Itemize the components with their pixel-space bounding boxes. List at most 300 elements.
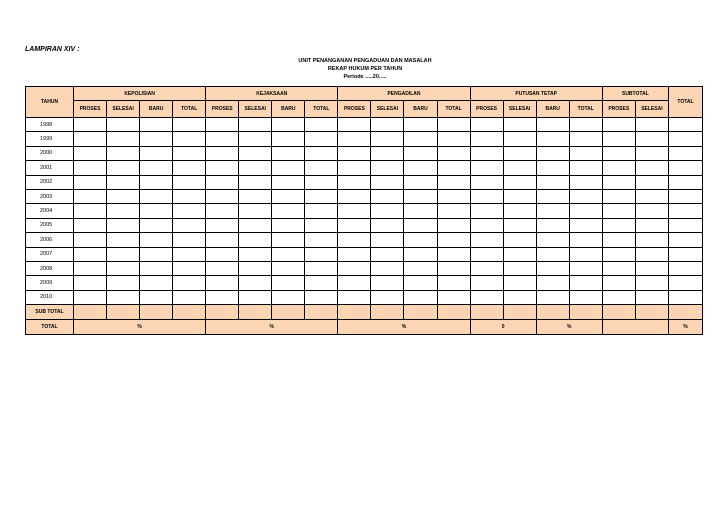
data-cell[interactable] (569, 204, 602, 218)
data-cell[interactable] (503, 276, 536, 290)
data-cell[interactable] (503, 204, 536, 218)
data-cell[interactable] (602, 276, 635, 290)
data-cell[interactable] (206, 290, 239, 304)
data-cell[interactable] (206, 247, 239, 261)
data-cell[interactable] (635, 276, 668, 290)
data-cell[interactable] (569, 218, 602, 232)
data-cell[interactable] (74, 290, 107, 304)
sub-header: PROSES (470, 101, 503, 118)
data-cell[interactable] (272, 132, 305, 146)
sub-header: BARU (272, 101, 305, 118)
data-cell[interactable] (404, 218, 437, 232)
data-cell[interactable] (371, 276, 404, 290)
data-cell[interactable] (669, 132, 703, 146)
data-cell[interactable] (569, 233, 602, 247)
data-cell[interactable] (173, 290, 206, 304)
data-cell[interactable] (272, 175, 305, 189)
data-cell[interactable] (173, 261, 206, 275)
sub-header: BARU (140, 101, 173, 118)
data-cell[interactable] (635, 247, 668, 261)
data-cell[interactable] (206, 276, 239, 290)
putusan-total-value: 0 (470, 320, 536, 335)
data-cell[interactable] (371, 161, 404, 175)
data-cell[interactable] (272, 161, 305, 175)
table-row (26, 118, 703, 132)
rekap-table (25, 86, 703, 335)
data-cell[interactable] (669, 218, 703, 232)
data-cell[interactable] (74, 146, 107, 160)
data-cell[interactable] (669, 233, 703, 247)
data-cell[interactable] (569, 161, 602, 175)
data-cell[interactable] (173, 189, 206, 203)
sub-header: SELESAI (239, 101, 272, 118)
putusan-total-pct: % (536, 320, 602, 335)
year-rows (26, 118, 703, 335)
table-row (26, 161, 703, 175)
report-period: Periode .....20..... (343, 74, 387, 80)
data-cell[interactable] (503, 218, 536, 232)
data-cell[interactable] (470, 189, 503, 203)
sub-header: PROSES (602, 101, 635, 118)
data-cell[interactable] (239, 146, 272, 160)
data-cell[interactable] (503, 118, 536, 132)
data-cell[interactable] (272, 204, 305, 218)
data-cell[interactable] (140, 290, 173, 304)
grand-total-pct: % (669, 320, 703, 335)
data-cell[interactable] (206, 161, 239, 175)
data-cell[interactable] (470, 132, 503, 146)
data-cell[interactable] (635, 189, 668, 203)
data-cell[interactable] (437, 132, 470, 146)
data-cell[interactable] (305, 132, 338, 146)
col-total-header: TOTAL (669, 87, 703, 118)
data-cell[interactable] (305, 261, 338, 275)
data-cell[interactable] (503, 146, 536, 160)
table-row (26, 290, 703, 304)
data-cell[interactable] (338, 290, 371, 304)
data-cell[interactable] (536, 261, 569, 275)
data-cell[interactable] (140, 247, 173, 261)
data-cell[interactable] (338, 118, 371, 132)
data-cell[interactable] (470, 175, 503, 189)
pengadilan-total-pct: % (338, 320, 470, 335)
data-cell[interactable] (272, 247, 305, 261)
data-cell[interactable] (371, 146, 404, 160)
lampiran-label: LAMPIRAN XIV : (25, 46, 80, 53)
data-cell[interactable] (669, 276, 703, 290)
year-cell: 2000 (26, 146, 74, 160)
data-cell[interactable] (107, 118, 140, 132)
sub-header: PROSES (338, 101, 371, 118)
data-cell[interactable] (569, 132, 602, 146)
data-cell[interactable] (305, 204, 338, 218)
data-cell[interactable] (239, 132, 272, 146)
data-cell[interactable] (669, 290, 703, 304)
data-cell[interactable] (602, 146, 635, 160)
data-cell[interactable] (74, 132, 107, 146)
data-cell[interactable] (140, 218, 173, 232)
data-cell[interactable] (338, 161, 371, 175)
data-cell[interactable] (404, 233, 437, 247)
data-cell[interactable] (107, 261, 140, 275)
data-cell[interactable] (404, 290, 437, 304)
data-cell[interactable] (635, 132, 668, 146)
data-cell[interactable] (140, 146, 173, 160)
data-cell[interactable] (173, 146, 206, 160)
data-cell[interactable] (107, 132, 140, 146)
data-cell[interactable] (206, 218, 239, 232)
sub-header: PROSES (74, 101, 107, 118)
table-row (26, 276, 703, 290)
data-cell[interactable] (569, 276, 602, 290)
subtotal-label: SUB TOTAL (26, 305, 74, 320)
data-cell[interactable] (140, 161, 173, 175)
data-cell[interactable] (404, 276, 437, 290)
data-cell[interactable] (635, 290, 668, 304)
sub-header: BARU (536, 101, 569, 118)
data-cell[interactable] (669, 189, 703, 203)
data-cell[interactable] (635, 204, 668, 218)
data-cell[interactable] (635, 233, 668, 247)
data-cell[interactable] (635, 261, 668, 275)
data-cell[interactable] (206, 204, 239, 218)
data-cell[interactable] (503, 233, 536, 247)
data-cell[interactable] (239, 261, 272, 275)
data-cell[interactable] (404, 146, 437, 160)
year-cell: 2005 (26, 218, 74, 232)
sub-header: TOTAL (305, 101, 338, 118)
data-cell[interactable] (107, 189, 140, 203)
data-cell[interactable] (107, 146, 140, 160)
year-cell: 2002 (26, 175, 74, 189)
data-cell[interactable] (536, 132, 569, 146)
data-cell[interactable] (239, 189, 272, 203)
report-subtitle: REKAP HUKUM PER TAHUN (327, 66, 403, 72)
data-cell[interactable] (536, 189, 569, 203)
data-cell[interactable] (338, 175, 371, 189)
data-cell[interactable] (470, 276, 503, 290)
data-cell[interactable] (470, 261, 503, 275)
data-cell[interactable] (371, 247, 404, 261)
data-cell[interactable] (272, 276, 305, 290)
data-cell[interactable] (371, 261, 404, 275)
data-cell[interactable] (305, 189, 338, 203)
data-cell[interactable] (338, 204, 371, 218)
data-cell[interactable] (437, 247, 470, 261)
table-row (26, 233, 703, 247)
data-cell[interactable] (437, 261, 470, 275)
data-cell[interactable] (404, 175, 437, 189)
data-cell[interactable] (602, 161, 635, 175)
data-cell[interactable] (305, 218, 338, 232)
data-cell[interactable] (602, 247, 635, 261)
data-cell[interactable] (371, 290, 404, 304)
sub-header: SELESAI (503, 101, 536, 118)
data-cell[interactable] (371, 233, 404, 247)
data-cell[interactable] (74, 276, 107, 290)
data-cell[interactable] (437, 204, 470, 218)
data-cell[interactable] (338, 233, 371, 247)
group-kejaksaan: KEJAKSAAN (206, 87, 338, 101)
data-cell[interactable] (239, 118, 272, 132)
data-cell[interactable] (404, 261, 437, 275)
data-cell[interactable] (338, 276, 371, 290)
data-cell[interactable] (569, 118, 602, 132)
data-cell[interactable] (371, 175, 404, 189)
data-cell[interactable] (470, 218, 503, 232)
data-cell[interactable] (305, 146, 338, 160)
data-cell[interactable] (371, 118, 404, 132)
data-cell[interactable] (173, 276, 206, 290)
data-cell[interactable] (437, 233, 470, 247)
data-cell[interactable] (536, 290, 569, 304)
data-cell[interactable] (206, 175, 239, 189)
data-cell[interactable] (140, 276, 173, 290)
data-cell[interactable] (239, 290, 272, 304)
data-cell[interactable] (206, 189, 239, 203)
data-cell[interactable] (338, 189, 371, 203)
data-cell[interactable] (74, 204, 107, 218)
report-title: UNIT PENANGANAN PENGADUAN DAN MASALAH (298, 58, 432, 64)
data-cell[interactable] (173, 247, 206, 261)
year-cell: 2003 (26, 189, 74, 203)
data-cell[interactable] (107, 290, 140, 304)
data-cell[interactable] (602, 218, 635, 232)
data-cell[interactable] (669, 118, 703, 132)
data-cell[interactable] (602, 118, 635, 132)
data-cell[interactable] (173, 218, 206, 232)
data-cell[interactable] (503, 161, 536, 175)
data-cell[interactable] (470, 247, 503, 261)
col-tahun-header: TAHUN (26, 87, 74, 118)
data-cell[interactable] (470, 146, 503, 160)
data-cell[interactable] (206, 261, 239, 275)
subtotal-row (26, 305, 703, 320)
data-cell[interactable] (404, 204, 437, 218)
data-cell[interactable] (140, 132, 173, 146)
data-cell[interactable] (536, 118, 569, 132)
data-cell[interactable] (173, 132, 206, 146)
sub-header: SELESAI (107, 101, 140, 118)
data-cell[interactable] (669, 247, 703, 261)
data-cell[interactable] (338, 247, 371, 261)
data-cell[interactable] (305, 175, 338, 189)
sub-header: TOTAL (173, 101, 206, 118)
data-cell[interactable] (503, 175, 536, 189)
data-cell[interactable] (371, 189, 404, 203)
data-cell[interactable] (669, 161, 703, 175)
data-cell[interactable] (536, 161, 569, 175)
data-cell[interactable] (272, 233, 305, 247)
data-cell[interactable] (74, 161, 107, 175)
data-cell[interactable] (239, 204, 272, 218)
data-cell[interactable] (173, 161, 206, 175)
data-cell[interactable] (272, 118, 305, 132)
data-cell[interactable] (536, 233, 569, 247)
data-cell[interactable] (536, 204, 569, 218)
data-cell[interactable] (371, 204, 404, 218)
data-cell[interactable] (338, 261, 371, 275)
data-cell[interactable] (602, 189, 635, 203)
data-cell[interactable] (74, 175, 107, 189)
year-cell: 1999 (26, 132, 74, 146)
data-cell[interactable] (569, 261, 602, 275)
data-cell[interactable] (140, 261, 173, 275)
data-cell[interactable] (272, 290, 305, 304)
data-cell[interactable] (503, 261, 536, 275)
data-cell[interactable] (206, 233, 239, 247)
data-cell[interactable] (140, 189, 173, 203)
data-cell[interactable] (272, 189, 305, 203)
year-cell: 1998 (26, 118, 74, 132)
group-pengadilan: PENGADILAN (338, 87, 470, 101)
data-cell[interactable] (305, 290, 338, 304)
data-cell[interactable] (74, 261, 107, 275)
data-cell[interactable] (239, 276, 272, 290)
data-cell[interactable] (635, 218, 668, 232)
data-cell[interactable] (305, 233, 338, 247)
data-cell[interactable] (74, 233, 107, 247)
data-cell[interactable] (470, 233, 503, 247)
year-cell: 2009 (26, 276, 74, 290)
data-cell[interactable] (272, 146, 305, 160)
data-cell[interactable] (602, 290, 635, 304)
data-cell[interactable] (569, 146, 602, 160)
data-cell[interactable] (503, 132, 536, 146)
data-cell[interactable] (536, 276, 569, 290)
data-cell[interactable] (602, 175, 635, 189)
data-cell[interactable] (635, 118, 668, 132)
data-cell[interactable] (635, 175, 668, 189)
data-cell[interactable] (437, 276, 470, 290)
data-cell[interactable] (470, 290, 503, 304)
data-cell[interactable] (437, 290, 470, 304)
data-cell[interactable] (602, 233, 635, 247)
data-cell[interactable] (140, 118, 173, 132)
data-cell[interactable] (239, 161, 272, 175)
data-cell[interactable] (107, 204, 140, 218)
data-cell[interactable] (107, 161, 140, 175)
data-cell[interactable] (437, 175, 470, 189)
data-cell[interactable] (404, 132, 437, 146)
data-cell[interactable] (569, 175, 602, 189)
data-cell[interactable] (239, 233, 272, 247)
data-cell[interactable] (669, 175, 703, 189)
data-cell[interactable] (272, 261, 305, 275)
data-cell[interactable] (536, 247, 569, 261)
data-cell[interactable] (239, 218, 272, 232)
data-cell[interactable] (140, 175, 173, 189)
data-cell[interactable] (173, 204, 206, 218)
data-cell[interactable] (173, 175, 206, 189)
sub-header: TOTAL (437, 101, 470, 118)
data-cell[interactable] (404, 118, 437, 132)
table-row (26, 189, 703, 203)
data-cell[interactable] (569, 290, 602, 304)
data-cell[interactable] (503, 290, 536, 304)
data-cell[interactable] (569, 189, 602, 203)
data-cell[interactable] (206, 118, 239, 132)
table-row (26, 175, 703, 189)
data-cell[interactable] (602, 204, 635, 218)
data-cell[interactable] (305, 247, 338, 261)
data-cell[interactable] (272, 218, 305, 232)
data-cell[interactable] (371, 132, 404, 146)
data-cell[interactable] (338, 132, 371, 146)
data-cell[interactable] (239, 175, 272, 189)
data-cell[interactable] (107, 247, 140, 261)
data-cell[interactable] (437, 189, 470, 203)
data-cell[interactable] (107, 233, 140, 247)
year-cell: 2008 (26, 261, 74, 275)
sub-header: BARU (404, 101, 437, 118)
data-cell[interactable] (206, 146, 239, 160)
table-row (26, 204, 703, 218)
data-cell[interactable] (404, 247, 437, 261)
data-cell[interactable] (437, 161, 470, 175)
data-cell[interactable] (305, 161, 338, 175)
data-cell[interactable] (635, 161, 668, 175)
data-cell[interactable] (305, 118, 338, 132)
data-cell[interactable] (206, 132, 239, 146)
data-cell[interactable] (635, 146, 668, 160)
data-cell[interactable] (74, 247, 107, 261)
data-cell[interactable] (470, 118, 503, 132)
data-cell[interactable] (669, 146, 703, 160)
data-cell[interactable] (669, 204, 703, 218)
sub-header: TOTAL (569, 101, 602, 118)
data-cell[interactable] (536, 146, 569, 160)
data-cell[interactable] (239, 247, 272, 261)
data-cell[interactable] (536, 175, 569, 189)
data-cell[interactable] (140, 233, 173, 247)
data-cell[interactable] (140, 204, 173, 218)
sub-header: PROSES (206, 101, 239, 118)
subtotal-total-cell (602, 320, 668, 335)
data-cell[interactable] (536, 218, 569, 232)
year-cell: 2001 (26, 161, 74, 175)
data-cell[interactable] (503, 247, 536, 261)
data-cell[interactable] (338, 218, 371, 232)
total-row (26, 320, 703, 335)
data-cell[interactable] (74, 118, 107, 132)
data-cell[interactable] (503, 189, 536, 203)
data-cell[interactable] (107, 218, 140, 232)
data-cell[interactable] (107, 276, 140, 290)
data-cell[interactable] (107, 175, 140, 189)
data-cell[interactable] (569, 247, 602, 261)
table-row (26, 218, 703, 232)
data-cell[interactable] (404, 161, 437, 175)
kepolisian-total-pct: % (74, 320, 206, 335)
data-cell[interactable] (602, 132, 635, 146)
data-cell[interactable] (173, 233, 206, 247)
data-cell[interactable] (437, 218, 470, 232)
data-cell[interactable] (602, 261, 635, 275)
data-cell[interactable] (338, 146, 371, 160)
data-cell[interactable] (470, 204, 503, 218)
data-cell[interactable] (404, 189, 437, 203)
data-cell[interactable] (371, 218, 404, 232)
data-cell[interactable] (305, 276, 338, 290)
data-cell[interactable] (74, 189, 107, 203)
data-cell[interactable] (669, 261, 703, 275)
data-cell[interactable] (74, 218, 107, 232)
data-cell[interactable] (437, 146, 470, 160)
data-cell[interactable] (173, 118, 206, 132)
data-cell[interactable] (470, 161, 503, 175)
data-cell[interactable] (437, 118, 470, 132)
